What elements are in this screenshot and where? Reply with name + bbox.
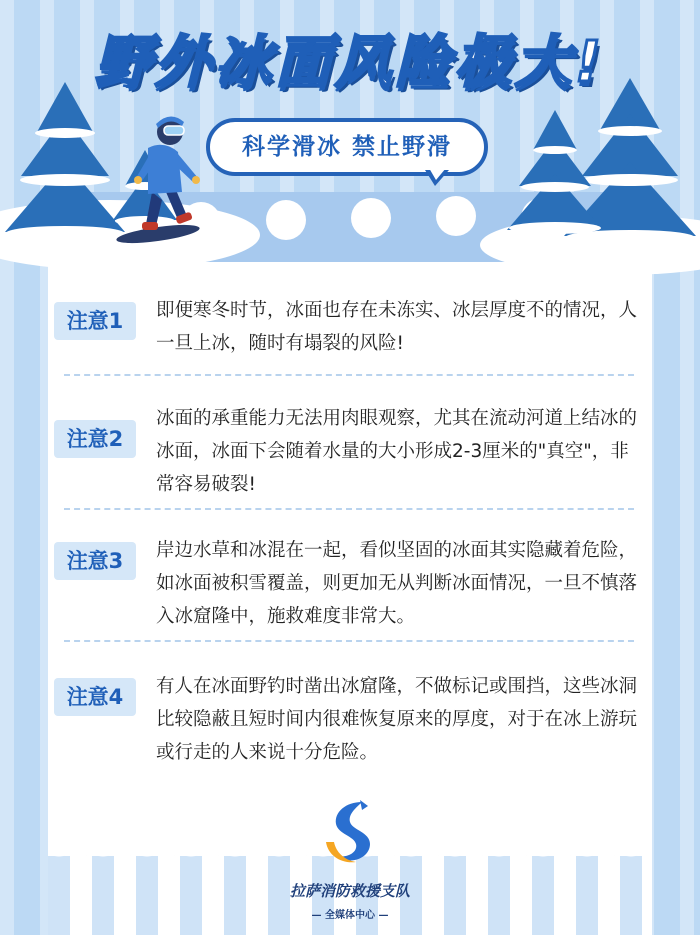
organization-name: 拉萨消防救援支队 [289,882,410,900]
note-text: 岸边水草和冰混在一起，看似坚固的冰面其实隐藏着危险，如冰面被积雪覆盖，则更加无从判断冰面情况，一旦不慎落入冰窟隆中，施救难度非常大。 [156,540,638,627]
note-tag: 注意3 [54,542,136,580]
poster-title: 野外冰面风险极大! [95,30,605,95]
department-name: — 全媒体中心 — [311,910,389,921]
dashed-divider [64,508,634,510]
note-tag: 注意1 [54,302,136,340]
note-text: 冰面的承重能力无法用肉眼观察，尤其在流动河道上结冰的冰面，冰面下会随着水量的大小形成2-3厘米的"真空"，非常容易破裂! [156,408,638,495]
dashed-divider [64,640,634,642]
dashed-divider [64,374,634,376]
fire-rescue-logo-icon [316,798,384,868]
pine-tree-icon [505,110,605,240]
note-text: 有人在冰面野钓时凿出冰窟隆，不做标记或围挡，这些冰洞比较隐蔽且短时间内很难恢复原来的厚度，对于在冰上游玩或行走的人来说十分危险。 [156,676,638,763]
note-tag: 注意4 [54,678,136,716]
snowboarder-illustration [108,108,228,248]
slogan-bubble: 科学滑冰 禁止野滑 [206,118,488,176]
note-tag: 注意2 [54,420,136,458]
note-text: 即便寒冬时节，冰面也存在未冻实、冰层厚度不的情况，人一旦上冰，随时有塌裂的风险! [156,300,638,354]
